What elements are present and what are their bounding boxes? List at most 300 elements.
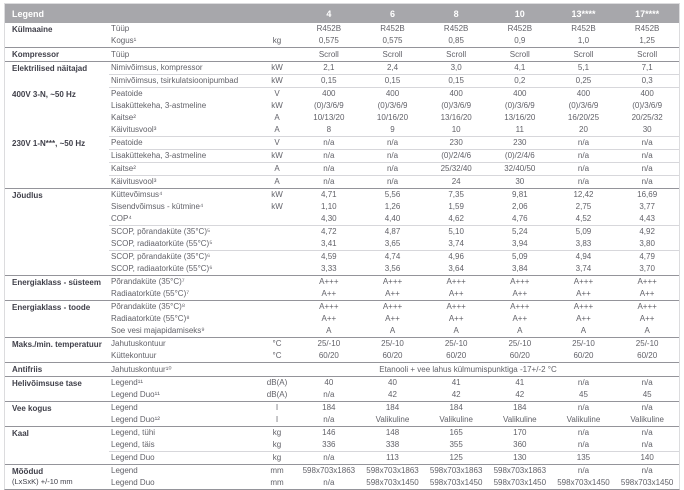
cell-value: Scroll	[615, 48, 679, 62]
cell-value: 146	[297, 427, 361, 440]
row-label: Legend Duo¹²	[111, 415, 160, 424]
cell-value: 13/16/20	[440, 113, 472, 122]
cell-value: 25/-10	[424, 338, 488, 351]
row-unit: kW	[271, 101, 283, 110]
cell-value: 400	[552, 88, 616, 101]
cell-value: 60/20	[446, 351, 467, 360]
row-unit: mm	[270, 478, 284, 487]
cell-value: 355	[449, 440, 463, 449]
cell-value: R452B	[380, 24, 405, 33]
cell-value: Scroll	[488, 48, 552, 62]
header-col-8: 8	[424, 4, 488, 23]
section-title: Kaal	[12, 429, 29, 438]
cell-value: (0)/3/6/9	[377, 101, 408, 110]
cell-value: 148	[361, 427, 425, 440]
cell-value: 45	[642, 390, 652, 399]
cell-value: 30	[488, 176, 552, 189]
cell-value: R452B	[316, 24, 342, 33]
cell-value: (0)/3/6/9	[504, 101, 535, 110]
cell-value: 60/20	[318, 351, 339, 360]
cell-value: 184	[488, 402, 552, 415]
table-row	[5, 88, 679, 101]
cell-value: 20	[579, 125, 588, 134]
cell-value: A++	[576, 289, 591, 298]
row-label: Legend Duo	[109, 452, 257, 465]
cell-value: 400	[297, 88, 361, 101]
row-unit	[257, 23, 297, 35]
cell-value: 3,33	[321, 264, 337, 273]
cell-value: n/a	[552, 465, 616, 478]
cell-value: 60/20	[573, 351, 594, 360]
cell-value: 11	[515, 125, 524, 134]
cell-value: n/a	[297, 137, 361, 150]
row-span-value: Etanooli + vee lahus külmumispunktiga -17+/-2 °C	[257, 363, 679, 377]
section-title: Energiaklass - toode	[12, 303, 91, 312]
cell-value: n/a	[552, 176, 616, 189]
cell-value: A++	[448, 289, 464, 298]
cell-value: 130	[488, 452, 552, 465]
section-title: Jõudlus	[12, 191, 43, 200]
header-col-6: 6	[361, 4, 425, 23]
section-label	[5, 427, 109, 465]
cell-value: (0)/2/4/6	[424, 150, 488, 163]
cell-value: A+++	[361, 301, 425, 314]
cell-value: 0,3	[615, 75, 679, 88]
table-row	[5, 338, 679, 351]
cell-value: A+++	[361, 276, 425, 289]
cell-value: 0,15	[297, 75, 361, 88]
table-row	[5, 62, 679, 75]
header-col-4: 4	[297, 4, 361, 23]
cell-value: 125	[424, 452, 488, 465]
cell-value: 4,71	[297, 189, 361, 202]
cell-value: n/a	[615, 465, 679, 478]
section-label	[5, 402, 109, 427]
row-unit: °C	[257, 338, 297, 351]
cell-value: 400	[361, 88, 425, 101]
cell-value: 5,09	[488, 251, 552, 264]
cell-value: 8	[326, 125, 332, 134]
row-label: SCOP, radiaatorküte (55°C)⁵	[111, 239, 213, 248]
cell-value: 25/32/40	[424, 163, 488, 176]
row-unit	[257, 213, 297, 226]
cell-value: 3,64	[448, 264, 464, 273]
cell-value: n/a	[297, 452, 361, 465]
cell-value: (0)/3/6/9	[313, 101, 344, 110]
section-title: Maks./min. temperatuur	[12, 340, 102, 349]
cell-value: 60/20	[637, 351, 658, 360]
cell-value: n/a	[552, 150, 616, 163]
cell-value: 0,15	[424, 75, 488, 88]
cell-value: A++	[576, 314, 591, 323]
cell-value: 3,65	[384, 239, 401, 248]
cell-value: 0,575	[318, 36, 339, 45]
row-label: Legend	[109, 402, 257, 415]
cell-value: A++	[512, 289, 528, 298]
row-unit: kW	[257, 75, 297, 88]
spec-table	[5, 4, 679, 489]
cell-value: 598x703x1863	[424, 465, 488, 478]
cell-value: 140	[615, 452, 679, 465]
cell-value: A	[644, 326, 650, 335]
cell-value: 230	[488, 137, 552, 150]
cell-value: 20/25/32	[631, 113, 663, 122]
row-unit	[257, 251, 297, 264]
cell-value: 4,72	[297, 226, 361, 239]
cell-value: 184	[297, 402, 361, 415]
row-unit	[257, 48, 297, 62]
row-label: Tüüp	[109, 48, 257, 62]
row-label: Kaitse²	[109, 163, 257, 176]
cell-value: A	[326, 326, 332, 335]
cell-value: A++	[639, 314, 655, 323]
cell-value: 60/20	[509, 351, 530, 360]
cell-value: 4,96	[424, 251, 488, 264]
cell-value: A	[453, 326, 459, 335]
cell-value: 184	[361, 402, 425, 415]
row-unit: V	[257, 88, 297, 101]
table-row	[5, 427, 679, 440]
row-label: Legend Duo	[111, 478, 155, 487]
row-label: Põrandaküte (35°C)⁸	[109, 301, 257, 314]
cell-value: n/a	[323, 390, 335, 399]
section-label	[5, 377, 109, 402]
cell-value: Valikuline	[439, 415, 473, 424]
row-label: Nimivõimsus, tsirkulatsioonipumbad	[109, 75, 257, 88]
cell-value: 3,84	[512, 264, 528, 273]
cell-value: R452B	[634, 24, 660, 33]
cell-value: 4,40	[384, 214, 401, 223]
cell-value: 1,59	[448, 202, 464, 211]
header-col-13: 13****	[552, 4, 616, 23]
cell-value: 25/-10	[361, 338, 425, 351]
table-row	[5, 301, 679, 314]
row-unit	[257, 325, 297, 338]
row-unit: kg	[257, 427, 297, 440]
cell-value: A+++	[488, 276, 552, 289]
cell-value: n/a	[297, 150, 361, 163]
table-row	[5, 276, 679, 289]
cell-value: 4,87	[361, 226, 425, 239]
row-unit: A	[257, 176, 297, 189]
cell-value: n/a	[297, 176, 361, 189]
row-unit: kW	[271, 202, 283, 211]
section-label	[5, 276, 109, 301]
cell-value: A++	[321, 314, 337, 323]
section-label	[5, 137, 109, 189]
header-col-10: 10	[488, 4, 552, 23]
cell-value: 3,83	[575, 239, 592, 248]
row-label: Lisaküttekeha, 3-astmeline	[109, 150, 257, 163]
row-unit	[257, 226, 297, 239]
cell-value: n/a	[297, 163, 361, 176]
cell-value: 4,94	[552, 251, 616, 264]
header-col-17: 17****	[615, 4, 679, 23]
cell-value: 598x703x1450	[366, 478, 419, 487]
cell-value: 40	[297, 377, 361, 390]
cell-value: 42	[388, 390, 397, 399]
cell-value: n/a	[615, 176, 679, 189]
cell-value: 3,74	[448, 239, 464, 248]
cell-value: 2,75	[575, 202, 592, 211]
row-unit	[257, 276, 297, 289]
cell-value: 10/13/20	[313, 113, 345, 122]
row-label: Tüüp	[111, 24, 130, 33]
table-row	[5, 189, 679, 202]
cell-value: n/a	[641, 440, 653, 449]
cell-value: n/a	[323, 415, 335, 424]
row-unit	[257, 238, 297, 251]
cell-value: 4,76	[512, 214, 528, 223]
cell-value: (0)/3/6/9	[441, 101, 472, 110]
section-title: Helivõimsuse tase	[12, 379, 82, 388]
section-title: Kompressor	[12, 50, 60, 59]
cell-value: A++	[385, 289, 400, 298]
cell-value: 4,30	[321, 214, 337, 223]
cell-value: 170	[488, 427, 552, 440]
cell-value: 9,81	[488, 189, 552, 202]
table-row	[5, 363, 679, 377]
cell-value: 113	[361, 452, 425, 465]
cell-value: 5,10	[424, 226, 488, 239]
cell-value: 400	[424, 88, 488, 101]
section-label	[5, 301, 109, 338]
cell-value: 1,0	[577, 36, 590, 45]
row-label: Peatoide	[109, 137, 257, 150]
cell-value: n/a	[577, 440, 590, 449]
cell-value: 25/-10	[552, 338, 616, 351]
cell-value: Scroll	[297, 48, 361, 62]
cell-value: 12,42	[552, 189, 616, 202]
cell-value: n/a	[615, 137, 679, 150]
cell-value: 598x703x1450	[620, 478, 674, 487]
row-unit	[257, 288, 297, 301]
cell-value: Valikuline	[630, 415, 664, 424]
cell-value: 40	[361, 377, 425, 390]
cell-value: 400	[488, 88, 552, 101]
cell-value: 3,0	[424, 62, 488, 75]
cell-value: 13/16/20	[504, 113, 536, 122]
row-label: Käivitusvool³	[109, 176, 257, 189]
cell-value: 3,77	[639, 202, 655, 211]
cell-value: 25/-10	[297, 338, 361, 351]
cell-value: A+++	[297, 276, 361, 289]
cell-value: A	[517, 326, 523, 335]
row-unit	[257, 263, 297, 276]
row-unit	[257, 301, 297, 314]
cell-value: 25/-10	[488, 338, 552, 351]
section-label	[5, 338, 109, 363]
cell-value: 0,2	[488, 75, 552, 88]
cell-value: A+++	[552, 301, 616, 314]
row-label: Peatoide	[109, 88, 257, 101]
row-label: Põrandaküte (35°C)⁷	[109, 276, 257, 289]
section-label	[5, 62, 109, 88]
cell-value: 2,1	[297, 62, 361, 75]
table-row	[5, 402, 679, 415]
table-body	[5, 23, 679, 489]
cell-value: 10	[451, 125, 461, 134]
cell-value: 5,56	[361, 189, 425, 202]
cell-value: 5,24	[488, 226, 552, 239]
row-label: Küttevõimsus⁴	[109, 189, 257, 202]
row-unit: kW	[257, 189, 297, 202]
cell-value: 41	[424, 377, 488, 390]
cell-value: n/a	[615, 377, 679, 390]
cell-value: A	[580, 326, 587, 335]
cell-value: 400	[615, 88, 679, 101]
cell-value: 4,79	[615, 251, 679, 264]
cell-value: n/a	[552, 137, 616, 150]
cell-value: Scroll	[552, 48, 616, 62]
row-unit: dB(A)	[266, 390, 288, 399]
cell-value: A++	[321, 289, 337, 298]
row-unit: l	[257, 402, 297, 415]
cell-value: 0,15	[361, 75, 425, 88]
section-title: Vee kogus	[12, 404, 52, 413]
cell-value: n/a	[615, 150, 679, 163]
cell-value: 1,10	[321, 202, 337, 211]
cell-value: 165	[424, 427, 488, 440]
cell-value: A+++	[297, 301, 361, 314]
row-label: Legend Duo¹¹	[111, 390, 160, 399]
row-unit: kg	[272, 36, 282, 45]
cell-value: 184	[424, 402, 488, 415]
row-label: Jahutuskontuur¹⁰	[109, 363, 257, 377]
cell-value: 598x703x1450	[557, 478, 610, 487]
cell-value: A+++	[615, 301, 679, 314]
row-unit: °C	[272, 351, 282, 360]
row-label: Sisendvõimsus - kütmine⁴	[111, 202, 204, 211]
cell-value: 2,4	[361, 62, 425, 75]
cell-value: n/a	[323, 478, 335, 487]
cell-value: A++	[448, 314, 464, 323]
cell-value: n/a	[615, 427, 679, 440]
cell-value: 42	[515, 390, 525, 399]
cell-value: 16/20/25	[567, 113, 600, 122]
row-unit: A	[257, 163, 297, 176]
cell-value: 10/16/20	[376, 113, 409, 122]
cell-value: A++	[639, 289, 655, 298]
section-title: Energiaklass - süsteem	[12, 278, 101, 287]
row-label: Kaitse²	[111, 113, 136, 122]
cell-value: A++	[512, 314, 528, 323]
row-label: Nimivõimsus, kompressor	[109, 62, 257, 75]
cell-value: n/a	[552, 163, 616, 176]
cell-value: (0)/3/6/9	[568, 101, 599, 110]
row-unit: A	[274, 125, 280, 134]
section-title: Elektrilised näitajad	[12, 64, 88, 73]
row-label: SCOP, põrandaküte (35°C)⁵	[109, 226, 257, 239]
cell-value: 3,74	[575, 264, 592, 273]
cell-value: R452B	[571, 24, 596, 33]
row-unit: A	[274, 113, 280, 122]
cell-value: A	[389, 326, 396, 335]
cell-value: 598x703x1450	[429, 478, 483, 487]
section-label	[5, 363, 109, 377]
cell-value: n/a	[552, 427, 616, 440]
cell-value: A+++	[424, 301, 488, 314]
cell-value: 16,69	[615, 189, 679, 202]
cell-value: n/a	[615, 402, 679, 415]
section-title: Antifriis	[12, 365, 43, 374]
cell-value: 598x703x1863	[361, 465, 425, 478]
row-label: Legend, täis	[111, 440, 155, 449]
cell-value: Valikuline	[566, 415, 601, 424]
row-label: Lisaküttekeha, 3-astmeline	[111, 101, 207, 110]
cell-value: R452B	[443, 24, 469, 33]
cell-value: A++	[385, 314, 400, 323]
row-label: Soe vesi majapidamiseks⁹	[111, 326, 205, 335]
row-label: Legend, tühi	[109, 427, 257, 440]
cell-value: 3,94	[512, 239, 528, 248]
cell-value: Scroll	[361, 48, 425, 62]
cell-value: 598x703x1450	[493, 478, 547, 487]
cell-value: 3,80	[639, 239, 655, 248]
cell-value: 360	[513, 440, 527, 449]
cell-value: (0)/3/6/9	[632, 101, 663, 110]
cell-value: 4,43	[639, 214, 655, 223]
section-title: 230V 1-N***, ~50 Hz	[12, 138, 86, 148]
table-row	[5, 48, 679, 62]
table-row	[5, 137, 679, 150]
cell-value: R452B	[507, 24, 533, 33]
row-unit: kg	[257, 452, 297, 465]
row-label: Radiaatorküte (55°C)⁸	[111, 314, 190, 323]
cell-value: 32/40/50	[488, 163, 552, 176]
cell-value: 2,06	[512, 202, 528, 211]
spec-sheet	[4, 3, 680, 490]
row-label: SCOP, radiaatorküte (55°C)⁶	[111, 264, 213, 273]
cell-value: 0,9	[514, 36, 526, 45]
cell-value: 338	[385, 440, 400, 449]
row-label: COP⁴	[111, 214, 132, 223]
row-unit: l	[276, 415, 278, 424]
table-row	[5, 465, 679, 478]
cell-value: Valikuline	[375, 415, 410, 424]
row-label: Käivitusvool³	[111, 125, 157, 134]
cell-value: 598x703x1863	[297, 465, 361, 478]
cell-value: n/a	[552, 402, 616, 415]
cell-value: A+++	[552, 276, 616, 289]
row-unit: kW	[257, 62, 297, 75]
cell-value: n/a	[552, 377, 616, 390]
cell-value: 3,70	[639, 264, 655, 273]
cell-value: 135	[552, 452, 616, 465]
cell-value: (0)/2/4/6	[488, 150, 552, 163]
cell-value: 24	[424, 176, 488, 189]
cell-value: A+++	[615, 276, 679, 289]
cell-value: 3,41	[321, 239, 337, 248]
cell-value: 4,74	[361, 251, 425, 264]
cell-value: 5,1	[552, 62, 616, 75]
cell-value: n/a	[361, 176, 425, 189]
row-unit: mm	[257, 465, 297, 478]
cell-value: 1,25	[639, 36, 655, 45]
cell-value: 336	[322, 440, 336, 449]
row-label: Legend	[109, 465, 257, 478]
cell-value: 4,1	[488, 62, 552, 75]
cell-value: 0,25	[552, 75, 616, 88]
section-label	[5, 48, 109, 62]
section-title: Mõõdud	[12, 467, 44, 476]
cell-value: 4,62	[448, 214, 464, 223]
cell-value: 9	[390, 125, 395, 134]
cell-value: 4,59	[297, 251, 361, 264]
cell-value: 4,52	[575, 214, 592, 223]
cell-value: 0,575	[382, 36, 403, 45]
cell-value: n/a	[361, 137, 425, 150]
